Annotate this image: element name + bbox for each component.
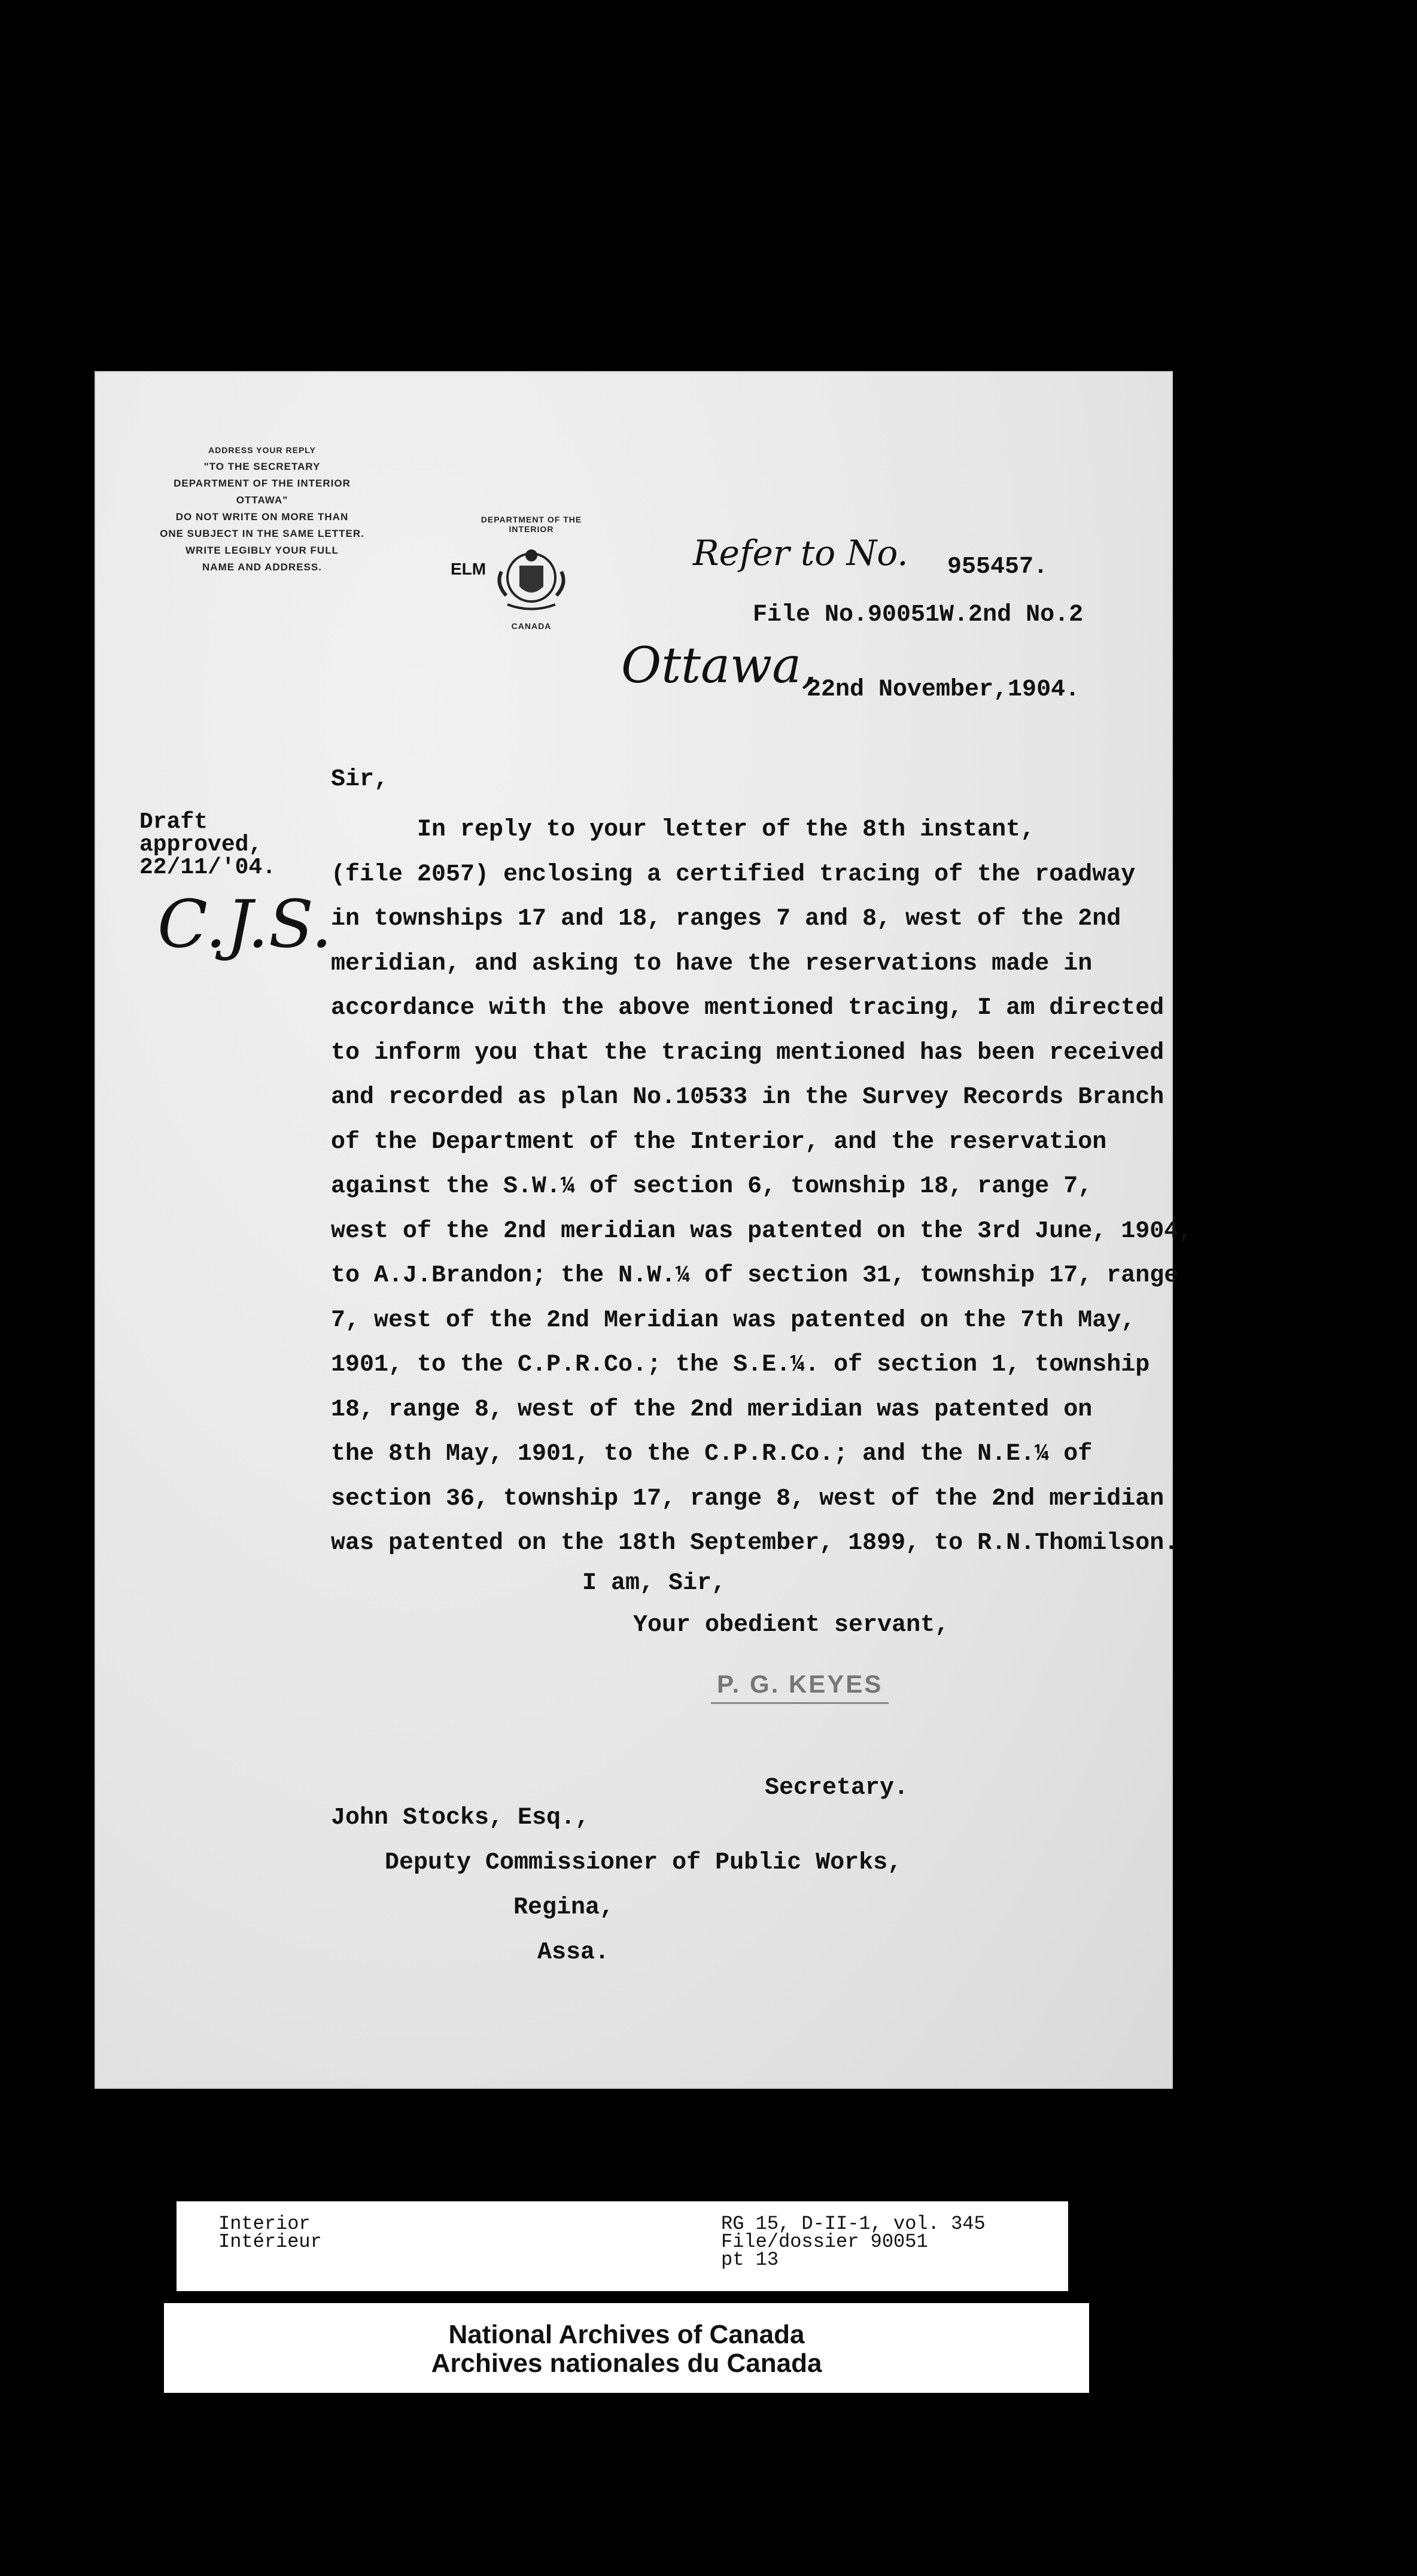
reference-number: 955457. [947, 554, 1048, 581]
archive-banner [164, 2303, 1089, 2393]
body-line: accordance with the above mentioned tracing, I am directed [331, 995, 1164, 1022]
letter-page [95, 371, 1193, 2089]
body-line: to inform you that the tracing mentioned has been received [331, 1039, 1164, 1067]
address-line: OTTAWA" [236, 494, 288, 506]
archive-name-fr: Archives nationales du Canada [431, 2349, 822, 2378]
crest-code: ELM [451, 560, 486, 578]
letter-date: 22nd November,1904. [807, 676, 1080, 703]
body-line: against the S.W.¼ of section 6, township 18, range 7, [331, 1173, 1093, 1200]
body-line: the 8th May, 1901, to the C.P.R.Co.; and the N.E.¼ of [331, 1441, 1093, 1468]
address-line: DEPARTMENT OF THE INTERIOR [174, 478, 351, 489]
record-group-ref: RG 15, D-II-1, vol. 345 [721, 2213, 986, 2235]
letter-body [331, 808, 1217, 1566]
salutation: Sir, [331, 766, 389, 793]
draft-line: Draft [139, 809, 208, 835]
body-line: and recorded as plan No.10533 in the Survey Records Branch [331, 1084, 1164, 1111]
signature-stamp: P. G. KEYES [711, 1670, 889, 1704]
body-line: 7, west of the 2nd Meridian was patented on the 7th May, [331, 1307, 1136, 1334]
department-fr: Intérieur [218, 2231, 322, 2253]
body-line: meridian, and asking to have the reservations made in [331, 950, 1093, 977]
address-line: "TO THE SECRETARY [203, 461, 321, 472]
body-line: of the Department of the Interior, and the reservation [331, 1128, 1107, 1156]
body-line: to A.J.Brandon; the N.W.¼ of section 31, township 17, range [331, 1262, 1179, 1289]
closing-line: Your obedient servant, [633, 1612, 950, 1639]
draft-approval-note [139, 811, 276, 879]
address-line: WRITE LEGIBLY YOUR FULL [186, 545, 339, 556]
letterhead-address-instructions [136, 442, 388, 576]
addressee-title: Deputy Commissioner of Public Works, [385, 1849, 902, 1876]
address-line: NAME AND ADDRESS. [202, 561, 322, 573]
part-ref: pt 13 [721, 2249, 779, 2271]
body-line: in townships 17 and 18, ranges 7 and 8, west of the 2nd [331, 906, 1121, 932]
crest-bottom-text: CANADA [511, 621, 552, 631]
file-ref: File/dossier 90051 [721, 2231, 928, 2253]
refer-label: Refer to No. [693, 533, 908, 573]
body-line: section 36, township 17, range 8, west of the 2nd meridian [331, 1485, 1164, 1512]
body-line: In reply to your letter of the 8th instant, [331, 816, 1035, 843]
archive-reference-label [177, 2201, 1068, 2291]
file-number: File No.90051W.2nd No.2 [753, 602, 1084, 628]
draft-line: 22/11/'04. [139, 855, 276, 880]
department-en: Interior [218, 2213, 311, 2235]
address-line: ADDRESS YOUR REPLY [208, 445, 316, 455]
body-line: (file 2057) enclosing a certified tracing of the roadway [331, 861, 1136, 888]
addressee-region: Assa. [537, 1939, 610, 1966]
archive-name-en: National Archives of Canada [448, 2320, 805, 2349]
addressee-name: John Stocks, Esq., [331, 1805, 590, 1831]
addressee-city: Regina, [513, 1894, 615, 1921]
signatory-title: Secretary. [765, 1775, 909, 1802]
place-ottawa: Ottawa, [621, 637, 817, 694]
closing-line: I am, Sir, [582, 1570, 726, 1597]
address-line: DO NOT WRITE ON MORE THAN [175, 511, 349, 523]
crest-top-text: DEPARTMENT OF THE INTERIOR [481, 515, 582, 534]
draft-line: approved, [139, 832, 263, 858]
department-crest [478, 515, 585, 634]
handwritten-initials: C.J.S. [157, 886, 333, 962]
body-line: was patented on the 18th September, 1899, to R.N.Thomilson. [331, 1530, 1179, 1557]
address-line: ONE SUBJECT IN THE SAME LETTER. [160, 528, 364, 539]
body-line: 18, range 8, west of the 2nd meridian was patented on [331, 1396, 1093, 1423]
body-line: west of the 2nd meridian was patented on the 3rd June, 1904, [331, 1217, 1193, 1245]
body-line: 1901, to the C.P.R.Co.; the S.E.¼. of section 1, township [331, 1351, 1150, 1378]
